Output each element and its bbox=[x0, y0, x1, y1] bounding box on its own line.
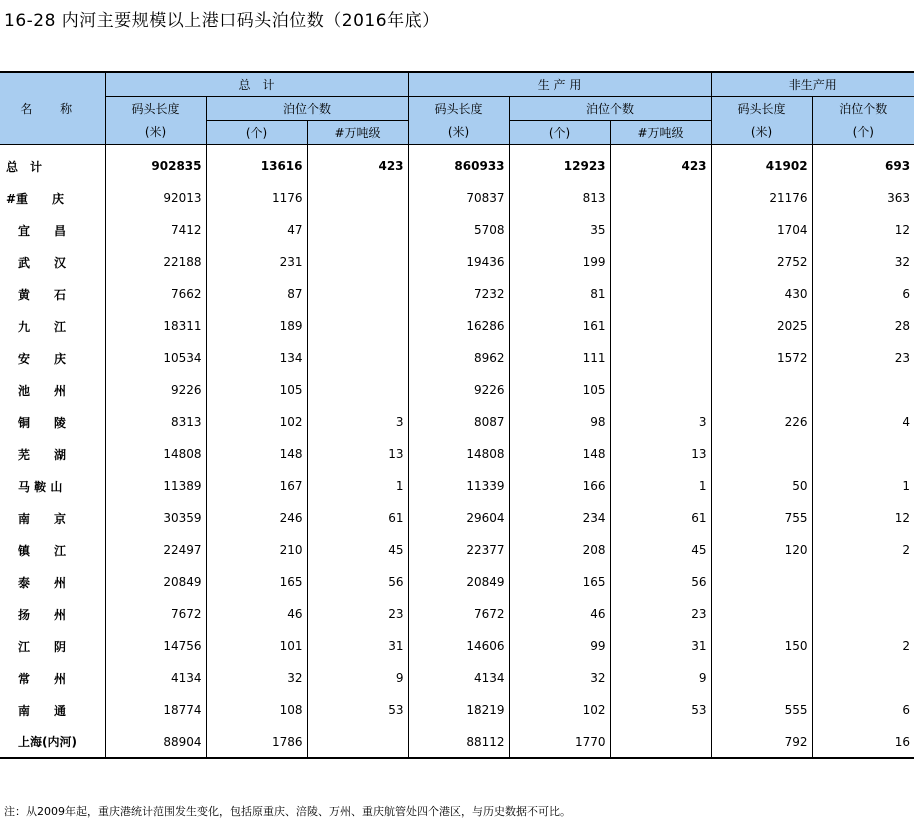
production-quay-length-cell: 19436 bbox=[408, 246, 509, 278]
total-quay-length-cell: 10534 bbox=[105, 342, 206, 374]
table-row bbox=[0, 438, 914, 470]
nonproduction-quay-length-cell bbox=[711, 374, 812, 406]
production-berth-count-cell: 208 bbox=[509, 534, 610, 566]
footnote: 注：从2009年起，重庆港统计范围发生变化，包括原重庆、涪陵、万州、重庆航管处四个港区，与历史数据不可比。 bbox=[4, 805, 571, 818]
nonproduction-quay-length-cell bbox=[711, 566, 812, 598]
production-quay-length-cell: 16286 bbox=[408, 310, 509, 342]
table-row bbox=[0, 470, 914, 502]
nonproduction-quay-length-cell bbox=[711, 598, 812, 630]
nonproduction-quay-length-cell: 50 bbox=[711, 470, 812, 502]
production-ten-thousand-ton-cell: 56 bbox=[610, 566, 711, 598]
total-berth-count-cell: 46 bbox=[206, 598, 307, 630]
header-ten-thousand-ton: #万吨级 bbox=[610, 120, 711, 144]
production-ten-thousand-ton-cell: 23 bbox=[610, 598, 711, 630]
table-row bbox=[0, 310, 914, 342]
table-row bbox=[0, 374, 914, 406]
header-berth-count: 泊位个数 bbox=[812, 96, 914, 120]
total-berth-count-cell: 108 bbox=[206, 694, 307, 726]
header-unit-meter: (米) bbox=[408, 120, 509, 144]
total-berth-count-cell: 105 bbox=[206, 374, 307, 406]
production-quay-length-cell: 8087 bbox=[408, 406, 509, 438]
data-table bbox=[0, 71, 914, 759]
total-ten-thousand-ton-cell: 53 bbox=[307, 694, 408, 726]
total-ten-thousand-ton-cell bbox=[307, 278, 408, 310]
nonproduction-quay-length-cell: 2025 bbox=[711, 310, 812, 342]
nonproduction-berth-count-cell bbox=[812, 598, 914, 630]
production-berth-count-cell: 165 bbox=[509, 566, 610, 598]
nonproduction-quay-length-cell: 1704 bbox=[711, 214, 812, 246]
production-berth-count-cell: 46 bbox=[509, 598, 610, 630]
header-group-nonproduction: 非生产用 bbox=[711, 72, 914, 96]
total-berth-count-cell: 246 bbox=[206, 502, 307, 534]
nonproduction-berth-count-cell bbox=[812, 438, 914, 470]
table-row-total bbox=[0, 144, 914, 182]
production-berth-count-cell: 32 bbox=[509, 662, 610, 694]
production-berth-count-cell: 813 bbox=[509, 182, 610, 214]
production-quay-length-cell: 7672 bbox=[408, 598, 509, 630]
row-name-cell: 武 汉 bbox=[6, 255, 67, 270]
production-quay-length-cell: 9226 bbox=[408, 374, 509, 406]
nonproduction-berth-count-cell: 12 bbox=[812, 502, 914, 534]
production-ten-thousand-ton-cell: 9 bbox=[610, 662, 711, 694]
header-name: 名 称 bbox=[0, 72, 105, 144]
total-ten-thousand-ton-cell: 13 bbox=[307, 438, 408, 470]
nonproduction-berth-count-cell: 2 bbox=[812, 534, 914, 566]
production-quay-length-cell: 29604 bbox=[408, 502, 509, 534]
row-name-cell: 镇 江 bbox=[6, 543, 67, 558]
row-name-cell: #重 庆 bbox=[6, 191, 65, 206]
nonproduction-quay-length-cell: 2752 bbox=[711, 246, 812, 278]
total-berth-count-cell: 231 bbox=[206, 246, 307, 278]
row-name-cell: 安 庆 bbox=[6, 351, 67, 366]
table-row bbox=[0, 214, 914, 246]
total-berth-count-cell: 13616 bbox=[206, 144, 307, 182]
production-berth-count-cell: 161 bbox=[509, 310, 610, 342]
total-berth-count-cell: 101 bbox=[206, 630, 307, 662]
production-ten-thousand-ton-cell: 3 bbox=[610, 406, 711, 438]
total-ten-thousand-ton-cell: 3 bbox=[307, 406, 408, 438]
table-body bbox=[0, 144, 914, 758]
table-row bbox=[0, 534, 914, 566]
header-unit-meter: (米) bbox=[105, 120, 206, 144]
production-berth-count-cell: 12923 bbox=[509, 144, 610, 182]
production-quay-length-cell: 11339 bbox=[408, 470, 509, 502]
total-ten-thousand-ton-cell bbox=[307, 182, 408, 214]
nonproduction-berth-count-cell: 28 bbox=[812, 310, 914, 342]
header-unit-meter: (米) bbox=[711, 120, 812, 144]
row-name-cell: 泰 州 bbox=[6, 575, 67, 590]
header-berth-count: 泊位个数 bbox=[509, 96, 711, 120]
total-ten-thousand-ton-cell bbox=[307, 342, 408, 374]
production-quay-length-cell: 70837 bbox=[408, 182, 509, 214]
production-berth-count-cell: 105 bbox=[509, 374, 610, 406]
row-name-cell: 南 京 bbox=[6, 511, 67, 526]
nonproduction-berth-count-cell: 6 bbox=[812, 694, 914, 726]
nonproduction-quay-length-cell: 150 bbox=[711, 630, 812, 662]
total-berth-count-cell: 210 bbox=[206, 534, 307, 566]
production-quay-length-cell: 88112 bbox=[408, 726, 509, 758]
total-berth-count-cell: 167 bbox=[206, 470, 307, 502]
table-row bbox=[0, 502, 914, 534]
total-quay-length-cell: 7672 bbox=[105, 598, 206, 630]
total-ten-thousand-ton-cell bbox=[307, 310, 408, 342]
production-berth-count-cell: 111 bbox=[509, 342, 610, 374]
nonproduction-berth-count-cell: 4 bbox=[812, 406, 914, 438]
total-quay-length-cell: 9226 bbox=[105, 374, 206, 406]
total-ten-thousand-ton-cell bbox=[307, 726, 408, 758]
production-quay-length-cell: 14808 bbox=[408, 438, 509, 470]
total-quay-length-cell: 4134 bbox=[105, 662, 206, 694]
total-quay-length-cell: 22497 bbox=[105, 534, 206, 566]
production-berth-count-cell: 166 bbox=[509, 470, 610, 502]
production-ten-thousand-ton-cell: 13 bbox=[610, 438, 711, 470]
nonproduction-quay-length-cell: 792 bbox=[711, 726, 812, 758]
row-name-cell: 九 江 bbox=[6, 319, 67, 334]
header-unit-count: (个) bbox=[509, 120, 610, 144]
total-berth-count-cell: 87 bbox=[206, 278, 307, 310]
nonproduction-quay-length-cell: 430 bbox=[711, 278, 812, 310]
total-berth-count-cell: 165 bbox=[206, 566, 307, 598]
nonproduction-berth-count-cell: 12 bbox=[812, 214, 914, 246]
row-name-cell: 铜 陵 bbox=[6, 415, 67, 430]
production-ten-thousand-ton-cell: 45 bbox=[610, 534, 711, 566]
nonproduction-quay-length-cell: 755 bbox=[711, 502, 812, 534]
nonproduction-berth-count-cell: 1 bbox=[812, 470, 914, 502]
row-name-cell: 常 州 bbox=[6, 671, 67, 686]
header-quay-length: 码头长度 bbox=[105, 96, 206, 120]
total-quay-length-cell: 7412 bbox=[105, 214, 206, 246]
total-ten-thousand-ton-cell: 56 bbox=[307, 566, 408, 598]
total-berth-count-cell: 148 bbox=[206, 438, 307, 470]
table-row bbox=[0, 726, 914, 758]
nonproduction-berth-count-cell: 23 bbox=[812, 342, 914, 374]
total-quay-length-cell: 14808 bbox=[105, 438, 206, 470]
row-name-cell: 马 鞍 山 bbox=[6, 479, 63, 494]
total-quay-length-cell: 11389 bbox=[105, 470, 206, 502]
production-ten-thousand-ton-cell: 423 bbox=[610, 144, 711, 182]
production-quay-length-cell: 4134 bbox=[408, 662, 509, 694]
total-ten-thousand-ton-cell: 1 bbox=[307, 470, 408, 502]
production-berth-count-cell: 35 bbox=[509, 214, 610, 246]
production-ten-thousand-ton-cell: 1 bbox=[610, 470, 711, 502]
production-quay-length-cell: 18219 bbox=[408, 694, 509, 726]
header-berth-count: 泊位个数 bbox=[206, 96, 408, 120]
production-ten-thousand-ton-cell bbox=[610, 246, 711, 278]
production-berth-count-cell: 1770 bbox=[509, 726, 610, 758]
header-group-production: 生 产 用 bbox=[408, 72, 711, 96]
header-unit-count: (个) bbox=[206, 120, 307, 144]
table-row bbox=[0, 694, 914, 726]
total-berth-count-cell: 189 bbox=[206, 310, 307, 342]
production-ten-thousand-ton-cell bbox=[610, 342, 711, 374]
nonproduction-berth-count-cell: 363 bbox=[812, 182, 914, 214]
production-berth-count-cell: 148 bbox=[509, 438, 610, 470]
total-quay-length-cell: 18311 bbox=[105, 310, 206, 342]
row-name-cell: 芜 湖 bbox=[6, 447, 67, 462]
total-berth-count-cell: 47 bbox=[206, 214, 307, 246]
total-ten-thousand-ton-cell: 31 bbox=[307, 630, 408, 662]
total-berth-count-cell: 134 bbox=[206, 342, 307, 374]
total-ten-thousand-ton-cell: 61 bbox=[307, 502, 408, 534]
production-berth-count-cell: 234 bbox=[509, 502, 610, 534]
production-ten-thousand-ton-cell: 31 bbox=[610, 630, 711, 662]
total-ten-thousand-ton-cell bbox=[307, 374, 408, 406]
total-berth-count-cell: 32 bbox=[206, 662, 307, 694]
table-row bbox=[0, 406, 914, 438]
total-quay-length-cell: 20849 bbox=[105, 566, 206, 598]
total-quay-length-cell: 902835 bbox=[105, 144, 206, 182]
table-row bbox=[0, 342, 914, 374]
production-quay-length-cell: 20849 bbox=[408, 566, 509, 598]
table-header bbox=[0, 72, 914, 144]
production-berth-count-cell: 99 bbox=[509, 630, 610, 662]
table-row bbox=[0, 182, 914, 214]
total-ten-thousand-ton-cell bbox=[307, 214, 408, 246]
page-title: 16-28 内河主要规模以上港口码头泊位数（2016年底） bbox=[4, 11, 440, 31]
production-quay-length-cell: 8962 bbox=[408, 342, 509, 374]
total-quay-length-cell: 7662 bbox=[105, 278, 206, 310]
production-quay-length-cell: 14606 bbox=[408, 630, 509, 662]
table-row bbox=[0, 246, 914, 278]
nonproduction-quay-length-cell: 226 bbox=[711, 406, 812, 438]
total-quay-length-cell: 30359 bbox=[105, 502, 206, 534]
nonproduction-berth-count-cell bbox=[812, 662, 914, 694]
production-berth-count-cell: 81 bbox=[509, 278, 610, 310]
nonproduction-berth-count-cell: 16 bbox=[812, 726, 914, 758]
production-ten-thousand-ton-cell bbox=[610, 374, 711, 406]
total-berth-count-cell: 102 bbox=[206, 406, 307, 438]
total-berth-count-cell: 1786 bbox=[206, 726, 307, 758]
row-name-cell: 宜 昌 bbox=[6, 223, 67, 238]
table-row bbox=[0, 278, 914, 310]
total-ten-thousand-ton-cell: 45 bbox=[307, 534, 408, 566]
table-row bbox=[0, 662, 914, 694]
total-quay-length-cell: 18774 bbox=[105, 694, 206, 726]
row-name-cell: 上海(内河) bbox=[0, 726, 105, 758]
production-ten-thousand-ton-cell bbox=[610, 310, 711, 342]
total-ten-thousand-ton-cell bbox=[307, 246, 408, 278]
table-row bbox=[0, 598, 914, 630]
nonproduction-berth-count-cell: 2 bbox=[812, 630, 914, 662]
production-ten-thousand-ton-cell: 53 bbox=[610, 694, 711, 726]
total-ten-thousand-ton-cell: 9 bbox=[307, 662, 408, 694]
table-row bbox=[0, 566, 914, 598]
production-quay-length-cell: 860933 bbox=[408, 144, 509, 182]
production-quay-length-cell: 5708 bbox=[408, 214, 509, 246]
production-ten-thousand-ton-cell: 61 bbox=[610, 502, 711, 534]
row-name-cell: 黄 石 bbox=[6, 287, 67, 302]
total-quay-length-cell: 22188 bbox=[105, 246, 206, 278]
nonproduction-quay-length-cell bbox=[711, 438, 812, 470]
total-ten-thousand-ton-cell: 23 bbox=[307, 598, 408, 630]
row-name-cell: 南 通 bbox=[6, 703, 67, 718]
production-berth-count-cell: 102 bbox=[509, 694, 610, 726]
table-row bbox=[0, 630, 914, 662]
header-quay-length: 码头长度 bbox=[711, 96, 812, 120]
nonproduction-quay-length-cell: 120 bbox=[711, 534, 812, 566]
nonproduction-quay-length-cell: 1572 bbox=[711, 342, 812, 374]
header-group-total: 总 计 bbox=[105, 72, 408, 96]
row-name-cell: 扬 州 bbox=[6, 607, 67, 622]
nonproduction-quay-length-cell: 555 bbox=[711, 694, 812, 726]
production-ten-thousand-ton-cell bbox=[610, 182, 711, 214]
total-ten-thousand-ton-cell: 423 bbox=[307, 144, 408, 182]
nonproduction-quay-length-cell: 41902 bbox=[711, 144, 812, 182]
total-berth-count-cell: 1176 bbox=[206, 182, 307, 214]
production-berth-count-cell: 199 bbox=[509, 246, 610, 278]
production-quay-length-cell: 22377 bbox=[408, 534, 509, 566]
nonproduction-berth-count-cell: 6 bbox=[812, 278, 914, 310]
production-ten-thousand-ton-cell bbox=[610, 214, 711, 246]
total-quay-length-cell: 14756 bbox=[105, 630, 206, 662]
production-ten-thousand-ton-cell bbox=[610, 278, 711, 310]
header-quay-length: 码头长度 bbox=[408, 96, 509, 120]
nonproduction-berth-count-cell bbox=[812, 374, 914, 406]
total-quay-length-cell: 88904 bbox=[105, 726, 206, 758]
nonproduction-berth-count-cell: 693 bbox=[812, 144, 914, 182]
nonproduction-berth-count-cell: 32 bbox=[812, 246, 914, 278]
total-quay-length-cell: 8313 bbox=[105, 406, 206, 438]
row-name-cell: 池 州 bbox=[6, 383, 67, 398]
production-ten-thousand-ton-cell bbox=[610, 726, 711, 758]
nonproduction-berth-count-cell bbox=[812, 566, 914, 598]
header-unit-count: (个) bbox=[812, 120, 914, 144]
row-name-cell: 总 计 bbox=[6, 159, 43, 174]
nonproduction-quay-length-cell: 21176 bbox=[711, 182, 812, 214]
nonproduction-quay-length-cell bbox=[711, 662, 812, 694]
production-berth-count-cell: 98 bbox=[509, 406, 610, 438]
header-ten-thousand-ton: #万吨级 bbox=[307, 120, 408, 144]
row-name-cell: 江 阴 bbox=[6, 639, 67, 654]
production-quay-length-cell: 7232 bbox=[408, 278, 509, 310]
total-quay-length-cell: 92013 bbox=[105, 182, 206, 214]
